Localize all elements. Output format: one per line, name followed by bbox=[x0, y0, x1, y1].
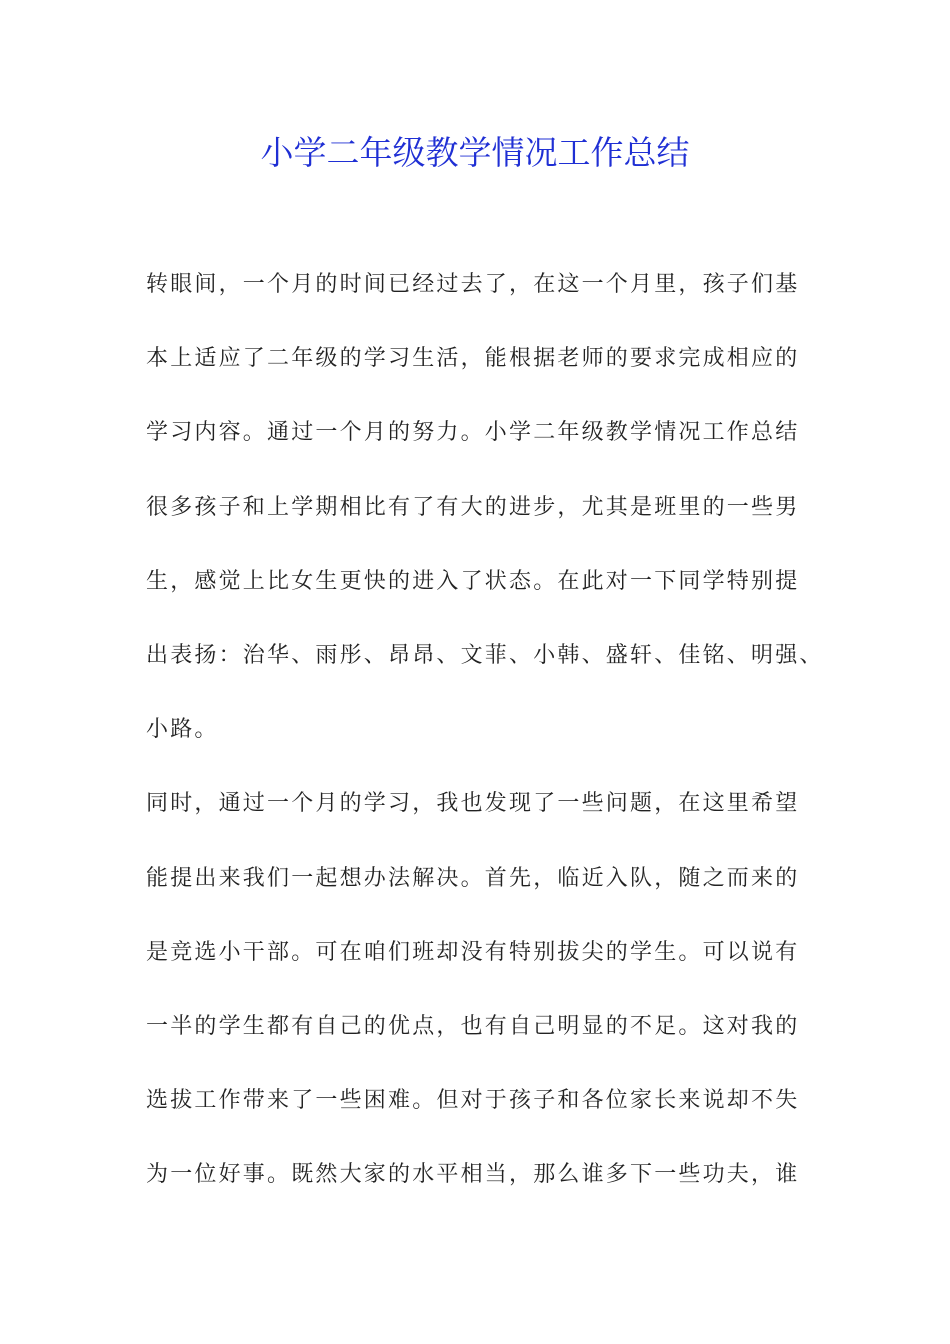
body-line: 学习内容。通过一个月的努力。小学二年级教学情况工作总结 bbox=[146, 420, 800, 446]
body-line: 能提出来我们一起想办法解决。首先，临近入队，随之而来的 bbox=[146, 865, 800, 891]
body-line: 转眼间，一个月的时间已经过去了，在这一个月里，孩子们基 bbox=[146, 272, 800, 297]
body-line: 选拔工作带来了一些困难。但对于孩子和各位家长来说却不失 bbox=[146, 1088, 800, 1114]
body-line: 出表扬：治华、雨彤、昂昂、文菲、小韩、盛轩、佳铭、明强、 bbox=[146, 642, 824, 668]
body-line: 是竞选小干部。可在咱们班却没有特别拔尖的学生。可以说有 bbox=[146, 939, 800, 965]
document-body bbox=[146, 262, 836, 1226]
body-line: 为一位好事。既然大家的水平相当，那么谁多下一些功夫，谁 bbox=[146, 1162, 800, 1188]
body-line: 一半的学生都有自己的优点，也有自己明显的不足。这对我的 bbox=[146, 1013, 800, 1039]
body-line: 很多孩子和上学期相比有了有大的进步，尤其是班里的一些男 bbox=[146, 494, 800, 520]
body-line: 同时，通过一个月的学习，我也发现了一些问题，在这里希望 bbox=[146, 791, 800, 817]
document-title: 小学二年级教学情况工作总结 bbox=[260, 133, 690, 172]
body-line: 生，感觉上比女生更快的进入了状态。在此对一下同学特别提 bbox=[146, 568, 800, 594]
body-line: 小路。 bbox=[146, 717, 219, 743]
body-line: 本上适应了二年级的学习生活，能根据老师的要求完成相应的 bbox=[146, 346, 800, 372]
